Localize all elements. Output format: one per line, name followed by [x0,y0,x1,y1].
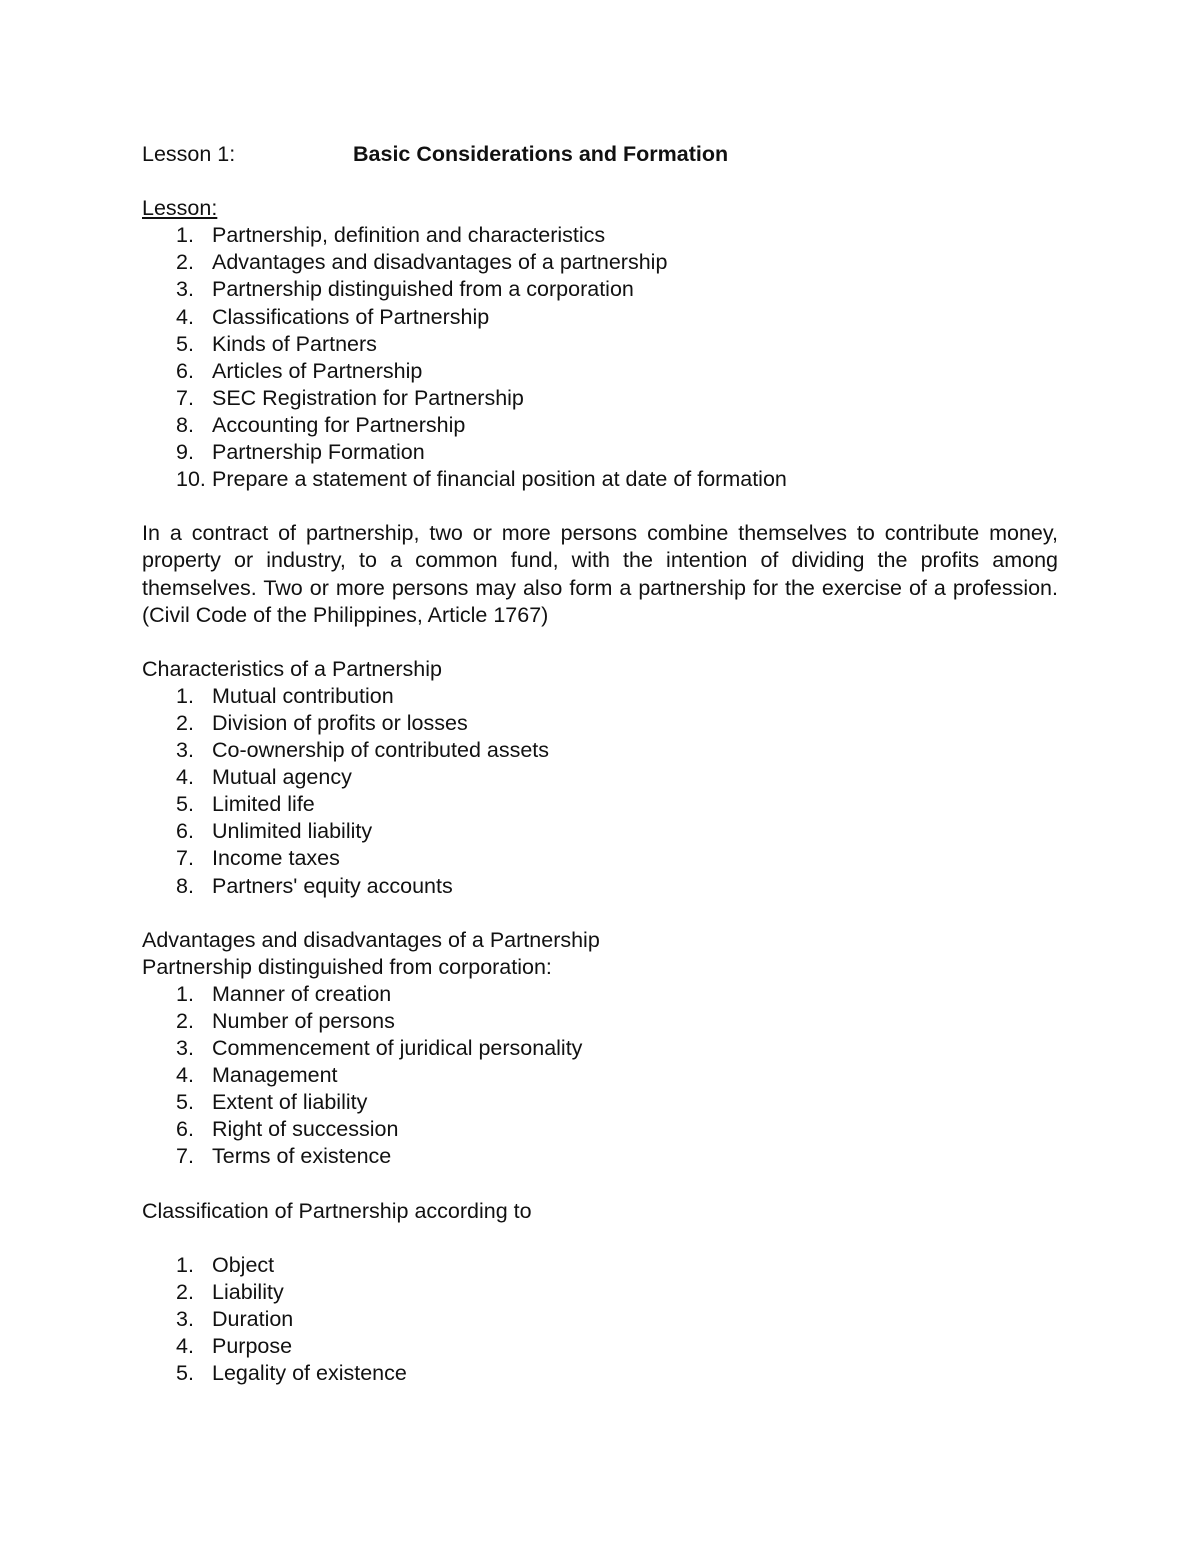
list-item-number: 2. [176,250,194,275]
list-item [142,1008,1058,1035]
list-item-number: 3. [176,738,194,763]
list-item-number: 5. [176,1361,194,1386]
list-item-text: Advantages and disadvantages of a partnership [212,250,668,275]
list-item [142,1116,1058,1143]
list-item-text: Partnership distinguished from a corporation [212,277,634,302]
definition-paragraph: In a contract of partnership, two or more persons combine themselves to contribute money, property or industry, to a common fund, with the intention of dividing the profits among themselves. Two or more persons may also form a partnership for the exercise of a profession. (Civil Code of the Philippines, Article 1767) [142,521,1058,627]
list-item-number: 4. [176,1063,194,1088]
list-item [142,304,1058,331]
list-item-text: Classifications of Partnership [212,304,490,329]
list-item [142,466,1058,493]
list-item-text: Partners' equity accounts [212,873,453,898]
list-item-number: 1. [176,1252,194,1277]
list-item-text: Prepare a statement of financial position at date of formation [212,467,787,492]
list-item-number: 3. [176,277,194,302]
list-item [142,1333,1058,1360]
classification-list [142,1252,1058,1387]
characteristics-list [142,683,1058,900]
list-item-text: Right of succession [212,1117,399,1142]
list-item [142,385,1058,412]
list-item-text: Mutual contribution [212,683,394,708]
list-item-number: 9. [176,440,194,465]
list-item-text: Articles of Partnership [212,358,423,383]
list-item-text: Accounting for Partnership [212,412,466,437]
list-item-number: 3. [176,1036,194,1061]
list-item-text: Liability [212,1279,284,1304]
list-item [142,791,1058,818]
list-item-text: Kinds of Partners [212,331,377,356]
list-item-text: Object [212,1252,275,1277]
list-item [142,710,1058,737]
list-item [142,683,1058,710]
list-item-number: 2. [176,1279,194,1304]
list-item [142,1252,1058,1279]
list-item [142,764,1058,791]
list-item [142,1306,1058,1333]
list-item [142,1035,1058,1062]
document-body [142,141,1058,1387]
list-item-number: 6. [176,1117,194,1142]
list-item [142,818,1058,845]
list-item-text: Limited life [212,792,315,817]
list-item-number: 6. [176,358,194,383]
list-item-number: 1. [176,683,194,708]
list-item-number: 4. [176,304,194,329]
list-item-number: 3. [176,1307,194,1332]
list-item-text: SEC Registration for Partnership [212,385,524,410]
list-item [142,1279,1058,1306]
list-item-text: Legality of existence [212,1361,407,1386]
list-item-number: 8. [176,873,194,898]
lesson-title: Basic Considerations and Formation [353,142,729,166]
list-item-number: 7. [176,846,194,871]
list-item-number: 5. [176,792,194,817]
list-item [142,845,1058,872]
classification-heading: Classification of Partnership according to [142,1198,532,1223]
list-item-number: 2. [176,710,194,735]
list-item-text: Number of persons [212,1009,395,1033]
list-item-text: Duration [212,1307,294,1332]
lesson-number: Lesson 1: [142,142,236,166]
list-item [142,439,1058,466]
list-item [142,412,1058,439]
list-item [142,1089,1058,1116]
spacer [142,1225,1058,1252]
list-item [142,737,1058,764]
list-item-number: 6. [176,819,194,844]
spacer [142,629,1058,656]
list-item-text: Division of profits or losses [212,710,468,735]
list-item-number: 5. [176,331,194,356]
list-item [142,1143,1058,1170]
list-item-number: 10. [176,467,206,492]
list-item-number: 4. [176,765,194,790]
list-item-number: 8. [176,412,194,437]
lesson-list-label: Lesson: [142,196,218,221]
characteristics-heading: Characteristics of a Partnership [142,656,442,681]
advantages-heading: Advantages and disadvantages of a Partnership [142,927,600,952]
list-item-number: 7. [176,385,194,410]
distinguished-list [142,981,1058,1171]
list-item [142,358,1058,385]
list-item-text: Partnership Formation [212,440,425,465]
list-item [142,1360,1058,1387]
list-item-text: Mutual agency [212,765,352,790]
distinguished-heading: Partnership distinguished from corporation: [142,954,552,979]
list-item-text: Purpose [212,1334,293,1359]
spacer [142,900,1058,927]
list-item-text: Terms of existence [212,1144,392,1169]
list-item [142,331,1058,358]
list-item-number: 5. [176,1090,194,1115]
list-item-text: Extent of liability [212,1090,368,1115]
list-item [142,873,1058,900]
list-item [142,1062,1058,1089]
list-item-text: Manner of creation [212,981,392,1006]
list-item-number: 1. [176,981,194,1006]
list-item [142,222,1058,249]
list-item-text: Partnership, definition and characteristics [212,223,606,248]
list-item-number: 7. [176,1144,194,1169]
list-item-text: Management [212,1063,338,1088]
list-item-text: Co-ownership of contributed assets [212,738,550,763]
list-item [142,276,1058,303]
list-item-number: 2. [176,1009,194,1033]
list-item-number: 1. [176,223,194,248]
spacer [142,1171,1058,1198]
lesson-header [142,141,1058,168]
spacer [142,493,1058,520]
list-item-text: Unlimited liability [212,819,373,844]
list-item [142,981,1058,1008]
list-item [142,249,1058,276]
spacer [142,168,1058,195]
list-item-text: Income taxes [212,846,340,871]
lesson-list [142,222,1058,493]
list-item-number: 4. [176,1334,194,1359]
list-item-text: Commencement of juridical personality [212,1036,583,1061]
